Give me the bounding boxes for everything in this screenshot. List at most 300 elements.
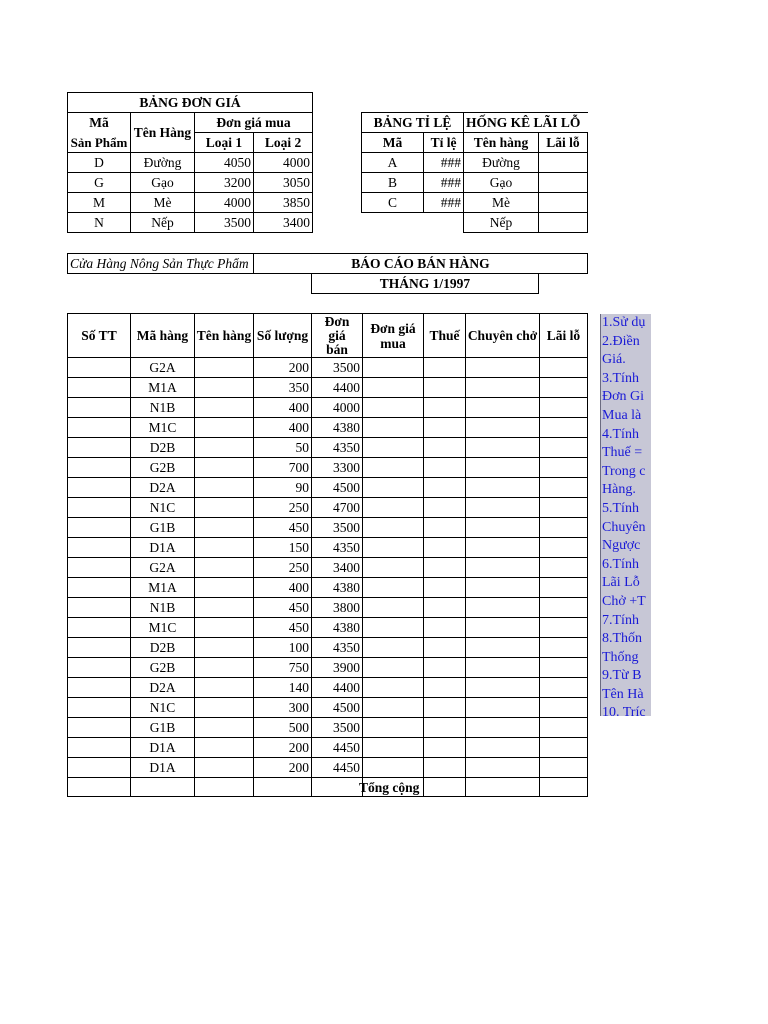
table-row bbox=[68, 638, 588, 658]
sales-cell-price: 3500 bbox=[312, 718, 363, 738]
sales-cell-code: G1B bbox=[131, 518, 195, 538]
sales-cell-profit bbox=[540, 698, 588, 718]
profit-table-title: HỐNG KÊ LÃI LỖ bbox=[464, 113, 588, 133]
table-row bbox=[68, 458, 588, 478]
price-cell-type1: 4000 bbox=[195, 193, 254, 213]
price-row bbox=[68, 173, 313, 193]
sales-cell-buy bbox=[363, 758, 424, 778]
sales-cell-qty: 500 bbox=[254, 718, 312, 738]
sales-cell-profit bbox=[540, 758, 588, 778]
instruction-line: Chuyên bbox=[602, 519, 646, 535]
table-row bbox=[68, 598, 588, 618]
sales-cell-stt bbox=[68, 698, 131, 718]
sales-cell-buy bbox=[363, 458, 424, 478]
sales-cell-name bbox=[195, 398, 254, 418]
price-cell-name: Mè bbox=[131, 193, 195, 213]
sales-cell-tax bbox=[424, 418, 466, 438]
table-row bbox=[68, 738, 588, 758]
rate-row bbox=[362, 173, 464, 193]
profit-cell-value bbox=[539, 193, 588, 213]
profit-table bbox=[463, 112, 588, 233]
report-title: BÁO CÁO BÁN HÀNG bbox=[254, 254, 588, 274]
sales-cell-ship bbox=[466, 478, 540, 498]
sales-cell-price: 3500 bbox=[312, 518, 363, 538]
sales-cell-qty: 700 bbox=[254, 458, 312, 478]
rate-table bbox=[361, 112, 464, 213]
sales-cell-qty: 100 bbox=[254, 638, 312, 658]
sales-cell-code: M1A bbox=[131, 378, 195, 398]
sales-col-qty: Số lượng bbox=[254, 314, 312, 358]
sales-cell-name bbox=[195, 518, 254, 538]
sales-cell-price: 4350 bbox=[312, 438, 363, 458]
sales-cell-tax bbox=[424, 518, 466, 538]
instructions-panel bbox=[600, 314, 651, 716]
profit-cell-value bbox=[539, 153, 588, 173]
instruction-line: Lãi Lỗ bbox=[602, 575, 640, 591]
table-row bbox=[68, 378, 588, 398]
sales-cell-tax bbox=[424, 498, 466, 518]
price-cell-code: G bbox=[68, 173, 131, 193]
sales-cell-buy bbox=[363, 498, 424, 518]
sales-cell-code: D2A bbox=[131, 678, 195, 698]
sales-cell-profit bbox=[540, 458, 588, 478]
rate-col-code: Mã bbox=[362, 133, 424, 153]
sales-cell-profit bbox=[540, 598, 588, 618]
price-col-code-line2: Sản Phẩm bbox=[68, 133, 131, 153]
sales-col-sell-l3: bán bbox=[326, 342, 348, 357]
sales-cell-code: N1B bbox=[131, 398, 195, 418]
sales-cell-price: 4500 bbox=[312, 698, 363, 718]
sales-cell-buy bbox=[363, 738, 424, 758]
sales-cell-name bbox=[195, 438, 254, 458]
sales-cell-price: 3900 bbox=[312, 658, 363, 678]
sales-cell-qty: 400 bbox=[254, 578, 312, 598]
table-row bbox=[68, 718, 588, 738]
sales-cell-stt bbox=[68, 498, 131, 518]
price-cell-name: Đường bbox=[131, 153, 195, 173]
sales-cell-code: D1A bbox=[131, 538, 195, 558]
instruction-line: 9.Từ B bbox=[602, 668, 642, 684]
sales-cell-name bbox=[195, 558, 254, 578]
sales-cell-stt bbox=[68, 618, 131, 638]
sales-cell-buy bbox=[363, 378, 424, 398]
price-col-name: Tên Hàng bbox=[131, 113, 195, 153]
sales-cell-code: M1C bbox=[131, 418, 195, 438]
sales-cell-price: 4450 bbox=[312, 738, 363, 758]
sales-cell-buy bbox=[363, 598, 424, 618]
report-month: THÁNG 1/1997 bbox=[312, 274, 539, 294]
sales-cell-stt bbox=[68, 478, 131, 498]
sales-cell-price: 4380 bbox=[312, 618, 363, 638]
rate-cell-rate: ### bbox=[424, 153, 464, 173]
sales-cell-profit bbox=[540, 498, 588, 518]
sales-cell-buy bbox=[363, 358, 424, 378]
rate-cell-rate: ### bbox=[424, 173, 464, 193]
total-label-text: Tổng cộng bbox=[359, 780, 420, 795]
sales-cell-price: 4000 bbox=[312, 398, 363, 418]
profit-cell-name: Nếp bbox=[464, 213, 539, 233]
sales-cell-price: 4350 bbox=[312, 538, 363, 558]
sales-cell-code: D2B bbox=[131, 438, 195, 458]
sales-cell-price: 4350 bbox=[312, 638, 363, 658]
sales-cell-qty: 200 bbox=[254, 758, 312, 778]
sales-cell-name bbox=[195, 498, 254, 518]
sales-cell-tax bbox=[424, 598, 466, 618]
price-table bbox=[67, 92, 313, 233]
sales-cell-tax bbox=[424, 758, 466, 778]
instruction-line: 8.Thốn bbox=[602, 631, 643, 647]
instruction-line: Thống bbox=[602, 649, 639, 665]
sales-cell-name bbox=[195, 478, 254, 498]
price-cell-type1: 4050 bbox=[195, 153, 254, 173]
price-col-type2: Loại 2 bbox=[254, 133, 313, 153]
price-row bbox=[68, 153, 313, 173]
sales-col-tax: Thuế bbox=[424, 314, 466, 358]
sales-cell-tax bbox=[424, 378, 466, 398]
table-row bbox=[68, 498, 588, 518]
instruction-line: 3.Tính bbox=[602, 370, 639, 386]
sales-cell-ship bbox=[466, 378, 540, 398]
sales-cell-buy bbox=[363, 438, 424, 458]
sales-cell-code: G2A bbox=[131, 358, 195, 378]
sales-cell-profit bbox=[540, 618, 588, 638]
store-name: Cửa Hàng Nông Sản Thực Phẩm bbox=[68, 254, 254, 274]
price-cell-type2: 3050 bbox=[254, 173, 313, 193]
price-col-group: Đơn giá mua bbox=[195, 113, 313, 133]
sales-cell-tax bbox=[424, 578, 466, 598]
profit-col-profit: Lãi lỗ bbox=[539, 133, 588, 153]
sales-cell-stt bbox=[68, 358, 131, 378]
sales-cell-buy bbox=[363, 618, 424, 638]
instruction-line: 6.Tính bbox=[602, 556, 639, 572]
sales-cell-name bbox=[195, 618, 254, 638]
sales-cell-name bbox=[195, 678, 254, 698]
sales-cell-ship bbox=[466, 438, 540, 458]
sales-cell-stt bbox=[68, 538, 131, 558]
sales-cell-name bbox=[195, 738, 254, 758]
sales-cell-name bbox=[195, 578, 254, 598]
sales-cell-code: N1C bbox=[131, 698, 195, 718]
sales-cell-tax bbox=[424, 558, 466, 578]
sales-cell-qty: 450 bbox=[254, 618, 312, 638]
sales-cell-stt bbox=[68, 558, 131, 578]
instruction-line: 4.Tính bbox=[602, 426, 639, 442]
sales-cell-code: D1A bbox=[131, 738, 195, 758]
sales-cell-buy bbox=[363, 698, 424, 718]
sales-cell-profit bbox=[540, 538, 588, 558]
price-row bbox=[68, 213, 313, 233]
table-row bbox=[68, 518, 588, 538]
instruction-line: 1.Sử dụ bbox=[602, 315, 646, 330]
sales-cell-ship bbox=[466, 618, 540, 638]
rate-cell-code: C bbox=[362, 193, 424, 213]
sales-cell-code: D1A bbox=[131, 758, 195, 778]
sales-cell-code: N1B bbox=[131, 598, 195, 618]
sales-cell-buy bbox=[363, 638, 424, 658]
sales-col-ship: Chuyên chở bbox=[466, 314, 540, 358]
table-row bbox=[68, 438, 588, 458]
total-label bbox=[359, 778, 424, 797]
sales-cell-qty: 200 bbox=[254, 358, 312, 378]
instruction-line: Giá. bbox=[602, 352, 626, 368]
sales-cell-stt bbox=[68, 518, 131, 538]
sales-cell-qty: 300 bbox=[254, 698, 312, 718]
sales-cell-stt bbox=[68, 578, 131, 598]
sales-cell-qty: 450 bbox=[254, 598, 312, 618]
table-row bbox=[68, 758, 588, 778]
price-col-code-line1: Mã bbox=[68, 113, 131, 133]
sales-cell-buy bbox=[363, 418, 424, 438]
price-cell-type1: 3500 bbox=[195, 213, 254, 233]
instruction-line: Ngược bbox=[602, 538, 641, 554]
sales-cell-profit bbox=[540, 398, 588, 418]
profit-row bbox=[464, 213, 588, 233]
sales-cell-profit bbox=[540, 718, 588, 738]
price-table-title: BẢNG ĐƠN GIÁ bbox=[68, 93, 313, 113]
sales-cell-qty: 140 bbox=[254, 678, 312, 698]
sales-cell-price: 4450 bbox=[312, 758, 363, 778]
table-row bbox=[68, 538, 588, 558]
table-row bbox=[68, 678, 588, 698]
sales-cell-buy bbox=[363, 578, 424, 598]
sales-cell-stt bbox=[68, 638, 131, 658]
sales-cell-qty: 250 bbox=[254, 498, 312, 518]
sales-cell-name bbox=[195, 698, 254, 718]
sales-col-buy-price bbox=[363, 314, 424, 358]
table-row bbox=[68, 358, 588, 378]
sales-col-code: Mã hàng bbox=[131, 314, 195, 358]
instruction-line: Hàng. bbox=[602, 482, 636, 498]
profit-row bbox=[464, 193, 588, 213]
sales-cell-buy bbox=[363, 398, 424, 418]
sales-cell-ship bbox=[466, 638, 540, 658]
sales-cell-price: 3800 bbox=[312, 598, 363, 618]
sales-cell-price: 4500 bbox=[312, 478, 363, 498]
sales-cell-qty: 250 bbox=[254, 558, 312, 578]
sales-cell-name bbox=[195, 658, 254, 678]
sales-col-buy-l2: mua bbox=[380, 335, 406, 351]
sales-cell-tax bbox=[424, 698, 466, 718]
sales-cell-tax bbox=[424, 678, 466, 698]
sales-cell-code: G1B bbox=[131, 718, 195, 738]
sales-cell-profit bbox=[540, 658, 588, 678]
sales-cell-qty: 450 bbox=[254, 518, 312, 538]
sales-cell-code: D2A bbox=[131, 478, 195, 498]
sales-cell-price: 4380 bbox=[312, 418, 363, 438]
table-row bbox=[68, 618, 588, 638]
rate-col-rate: Tỉ lệ bbox=[424, 133, 464, 153]
sales-cell-ship bbox=[466, 558, 540, 578]
sales-cell-buy bbox=[363, 558, 424, 578]
instruction-line: Đơn Gi bbox=[602, 389, 645, 405]
sales-cell-ship bbox=[466, 718, 540, 738]
sales-col-buy-l1: Đơn giá bbox=[370, 320, 416, 336]
sales-cell-qty: 750 bbox=[254, 658, 312, 678]
sales-cell-tax bbox=[424, 718, 466, 738]
sales-cell-code: N1C bbox=[131, 498, 195, 518]
sales-cell-buy bbox=[363, 518, 424, 538]
sales-cell-code: D2B bbox=[131, 638, 195, 658]
rate-row bbox=[362, 193, 464, 213]
price-cell-code: D bbox=[68, 153, 131, 173]
price-row bbox=[68, 193, 313, 213]
profit-cell-name: Gạo bbox=[464, 173, 539, 193]
sales-cell-tax bbox=[424, 478, 466, 498]
sales-cell-buy bbox=[363, 718, 424, 738]
profit-cell-name: Mè bbox=[464, 193, 539, 213]
sales-cell-stt bbox=[68, 418, 131, 438]
table-row bbox=[68, 578, 588, 598]
price-cell-name: Nếp bbox=[131, 213, 195, 233]
profit-row bbox=[464, 173, 588, 193]
sales-cell-price: 4700 bbox=[312, 498, 363, 518]
sales-cell-stt bbox=[68, 438, 131, 458]
profit-row bbox=[464, 153, 588, 173]
sales-cell-stt bbox=[68, 398, 131, 418]
sales-cell-name bbox=[195, 718, 254, 738]
profit-cell-name: Đường bbox=[464, 153, 539, 173]
sales-cell-ship bbox=[466, 578, 540, 598]
instruction-line: Trong c bbox=[602, 463, 646, 479]
sales-col-sell-price bbox=[312, 314, 363, 358]
sales-cell-tax bbox=[424, 398, 466, 418]
sales-cell-buy bbox=[363, 658, 424, 678]
sales-cell-name bbox=[195, 538, 254, 558]
profit-cell-value bbox=[539, 173, 588, 193]
price-cell-type1: 3200 bbox=[195, 173, 254, 193]
sales-cell-name bbox=[195, 598, 254, 618]
sales-cell-ship bbox=[466, 458, 540, 478]
instruction-line: Chở +T bbox=[602, 593, 646, 609]
report-month-box bbox=[311, 273, 539, 294]
sales-cell-tax bbox=[424, 658, 466, 678]
sales-cell-qty: 400 bbox=[254, 398, 312, 418]
sales-cell-tax bbox=[424, 458, 466, 478]
sales-cell-tax bbox=[424, 358, 466, 378]
sales-cell-name bbox=[195, 638, 254, 658]
sales-cell-code: G2B bbox=[131, 658, 195, 678]
price-col-type1: Loại 1 bbox=[195, 133, 254, 153]
table-row bbox=[68, 658, 588, 678]
sales-cell-buy bbox=[363, 538, 424, 558]
sales-cell-name bbox=[195, 378, 254, 398]
sales-cell-ship bbox=[466, 758, 540, 778]
sales-cell-ship bbox=[466, 418, 540, 438]
sales-cell-qty: 200 bbox=[254, 738, 312, 758]
rate-row bbox=[362, 153, 464, 173]
profit-col-name: Tên hàng bbox=[464, 133, 539, 153]
instruction-line: 7.Tính bbox=[602, 612, 639, 628]
sales-cell-tax bbox=[424, 638, 466, 658]
table-row bbox=[68, 418, 588, 438]
instruction-line: 10. Tríc bbox=[602, 705, 646, 716]
instruction-line: Thuế = bbox=[602, 445, 643, 461]
sales-cell-stt bbox=[68, 678, 131, 698]
sales-cell-qty: 50 bbox=[254, 438, 312, 458]
sales-cell-code: G2B bbox=[131, 458, 195, 478]
sales-cell-stt bbox=[68, 658, 131, 678]
sales-cell-ship bbox=[466, 658, 540, 678]
sales-cell-stt bbox=[68, 758, 131, 778]
sales-col-profit: Lãi lỗ bbox=[540, 314, 588, 358]
sales-cell-stt bbox=[68, 598, 131, 618]
sales-cell-profit bbox=[540, 378, 588, 398]
sales-cell-price: 3300 bbox=[312, 458, 363, 478]
sales-cell-profit bbox=[540, 738, 588, 758]
sales-col-name: Tên hàng bbox=[195, 314, 254, 358]
rate-cell-code: A bbox=[362, 153, 424, 173]
sales-cell-name bbox=[195, 418, 254, 438]
sales-cell-profit bbox=[540, 558, 588, 578]
sales-cell-ship bbox=[466, 698, 540, 718]
sales-table bbox=[67, 313, 588, 797]
table-row bbox=[68, 478, 588, 498]
price-cell-code: N bbox=[68, 213, 131, 233]
sales-cell-price: 3400 bbox=[312, 558, 363, 578]
sales-cell-price: 4400 bbox=[312, 378, 363, 398]
sales-cell-qty: 150 bbox=[254, 538, 312, 558]
price-cell-code: M bbox=[68, 193, 131, 213]
sales-cell-profit bbox=[540, 578, 588, 598]
sales-cell-price: 3500 bbox=[312, 358, 363, 378]
sales-cell-price: 4380 bbox=[312, 578, 363, 598]
sales-cell-buy bbox=[363, 478, 424, 498]
price-cell-type2: 4000 bbox=[254, 153, 313, 173]
price-cell-type2: 3850 bbox=[254, 193, 313, 213]
sales-cell-qty: 400 bbox=[254, 418, 312, 438]
sales-cell-price: 4400 bbox=[312, 678, 363, 698]
instruction-line: Mua là bbox=[602, 407, 642, 423]
price-cell-name: Gạo bbox=[131, 173, 195, 193]
table-row bbox=[68, 698, 588, 718]
rate-table-title: BẢNG TỈ LỆ bbox=[362, 113, 464, 133]
sales-cell-ship bbox=[466, 398, 540, 418]
profit-cell-value bbox=[539, 213, 588, 233]
sales-cell-profit bbox=[540, 518, 588, 538]
rate-cell-code: B bbox=[362, 173, 424, 193]
sales-cell-qty: 350 bbox=[254, 378, 312, 398]
sales-cell-stt bbox=[68, 718, 131, 738]
sales-cell-name bbox=[195, 358, 254, 378]
sales-cell-buy bbox=[363, 678, 424, 698]
sales-cell-ship bbox=[466, 678, 540, 698]
sales-cell-tax bbox=[424, 618, 466, 638]
sales-cell-code: M1C bbox=[131, 618, 195, 638]
sales-cell-profit bbox=[540, 418, 588, 438]
sales-col-stt: Số TT bbox=[68, 314, 131, 358]
rate-cell-rate: ### bbox=[424, 193, 464, 213]
sales-col-sell-l2: giá bbox=[328, 328, 346, 343]
sales-cell-ship bbox=[466, 598, 540, 618]
instruction-line: 2.Điền bbox=[602, 333, 640, 349]
sales-cell-ship bbox=[466, 738, 540, 758]
sales-cell-profit bbox=[540, 438, 588, 458]
sales-cell-ship bbox=[466, 358, 540, 378]
instruction-line: 5.Tính bbox=[602, 500, 639, 516]
sales-cell-profit bbox=[540, 358, 588, 378]
sales-cell-stt bbox=[68, 458, 131, 478]
instruction-line: Tên Hà bbox=[602, 686, 644, 702]
price-cell-type2: 3400 bbox=[254, 213, 313, 233]
sales-cell-ship bbox=[466, 518, 540, 538]
sales-cell-qty: 90 bbox=[254, 478, 312, 498]
report-header bbox=[67, 253, 588, 274]
sales-cell-tax bbox=[424, 438, 466, 458]
sales-cell-profit bbox=[540, 678, 588, 698]
sales-col-sell-l1: Đơn bbox=[324, 314, 350, 329]
sales-cell-tax bbox=[424, 538, 466, 558]
sales-cell-name bbox=[195, 758, 254, 778]
